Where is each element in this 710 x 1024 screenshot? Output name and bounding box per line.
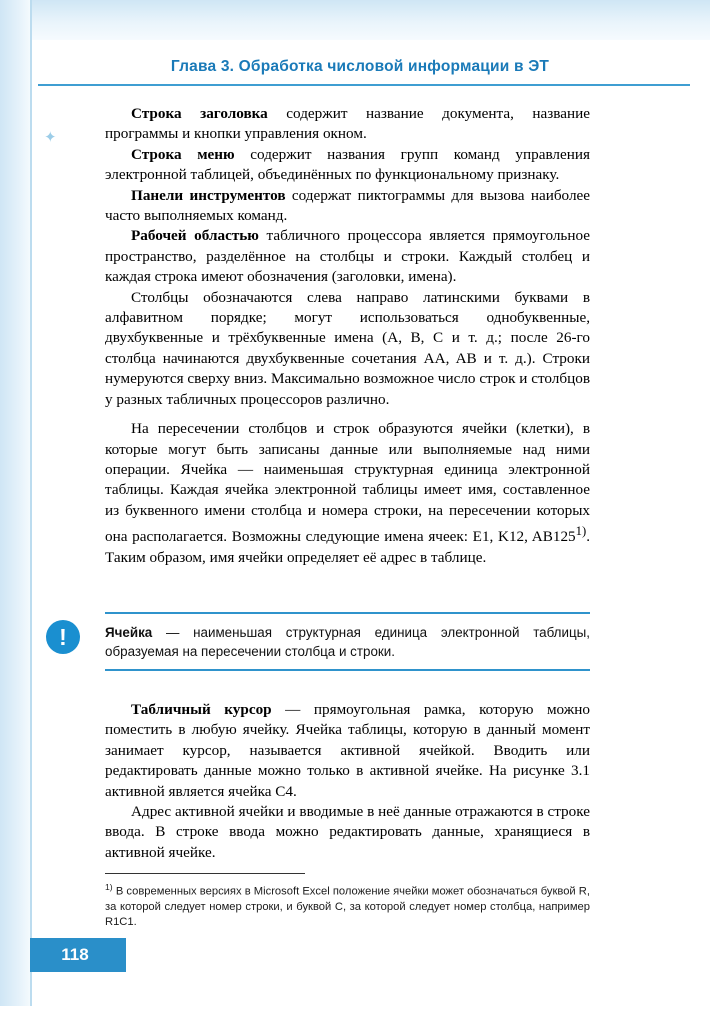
paragraph-table-cursor	[105, 700, 590, 802]
attention-icon: !	[46, 620, 80, 654]
term-menu-bar: Строка меню	[131, 145, 235, 163]
callout-body	[105, 614, 590, 669]
paragraph-title-bar	[105, 104, 590, 145]
footnote-ref: 1)	[575, 524, 587, 539]
page-title: Глава 3. Обработка числовой информации в ЭТ	[170, 58, 550, 75]
header-divider	[38, 84, 690, 86]
paragraph-toolbars	[105, 186, 590, 227]
paragraph-toolbars-text: содержат пиктограммы для вызова наиболее часто выполняемых команд.	[105, 186, 591, 225]
left-decorative-strip	[0, 0, 30, 1024]
secondary-text-block	[105, 700, 590, 863]
paragraph-work-area-text: табличного процессора является прямоугольное пространство, разделённое на столбцы и строки. Каждый столбец и каждая строка имеют обозначения (заголовки, имена).	[105, 227, 590, 286]
callout-definition: — наименьшая структурная единица электронной таблицы, образуемая на пересечении столбца и строки.	[105, 625, 590, 659]
paragraph-table-cursor-text: — прямоугольная рамка, которую можно поместить в любую ячейку. Ячейка таблицы, которую в данный момент занимает курсор, называется активной ячейкой. Вводить или редактировать данные можно только в активной ячейке. На рисунке 3.1 активной является ячейка C4.	[105, 701, 590, 800]
paragraph-cells	[105, 419, 590, 568]
definition-callout	[105, 612, 590, 671]
term-title-bar: Строка заголовка	[131, 105, 268, 122]
top-decorative-band	[0, 0, 710, 40]
term-toolbars: Панели инструментов	[131, 186, 286, 204]
paragraph-title-bar-text: содержит название документа, название программы и кнопки управления окном.	[105, 105, 590, 143]
main-text-block	[105, 104, 590, 568]
footnote-text: В современных версиях в Microsoft Excel положение ячейки может обозначаться буквой R, за которой следует номер строки, и буквой C, за которой следует номер столбца, например R1C1.	[105, 885, 590, 928]
footnote	[105, 880, 590, 930]
term-table-cursor: Табличный курсор	[131, 701, 272, 718]
page-number: 118	[61, 945, 89, 964]
paragraph-active-cell-text: Адрес активной ячейки и вводимые в неё данные отражаются в строке ввода. В строке ввода можно редактировать данные, хранящиеся в активной ячейке.	[105, 803, 590, 861]
callout-bottom-rule	[105, 669, 590, 671]
bottom-margin	[0, 1006, 710, 1024]
paragraph-menu-bar-text: содержит названия групп команд управления электронной таблицей, объединённых по функциональному признаку.	[105, 145, 590, 184]
paragraph-columns	[105, 288, 590, 410]
paragraph-cells-tail: . Таким образом, имя ячейки определяет её адрес в таблице.	[105, 528, 590, 566]
page-number-badge	[30, 938, 126, 972]
left-rule	[30, 0, 32, 1024]
footnote-marker: 1)	[105, 882, 113, 892]
margin-mark: ✦	[44, 129, 57, 146]
paragraph-cells-text: На пересечении столбцов и строк образуются ячейки (клетки), в которые могут быть записаны данные или выполняемые над ними операции. Ячейка — наименьшая структурная единица электронной таблицы. Каждая ячейка электронной таблицы имеет имя, составленное из буквенного имени столбца и номера строки, на пересечении которых она располагается. Возможны следующие имена ячеек: E1, K12, AB125	[105, 420, 590, 546]
term-work-area: Рабочей областью	[131, 227, 259, 245]
paragraph-active-cell	[105, 802, 590, 863]
paragraph-menu-bar	[105, 145, 590, 186]
footnote-divider	[105, 873, 305, 874]
callout-term: Ячейка	[105, 625, 153, 640]
paragraph-columns-text: Столбцы обозначаются слева направо латинскими буквами в алфавитном порядке; могут использоваться однобуквенные, двухбуквенные и трёхбуквенные имена (A, B, C и т. д.; после 26-го столбца начинаются двухбуквенные сочетания AA, AB и т. д.). Строки нумеруются сверху вниз. Максимально возможное число строк и столбцов у разных табличных процессоров различно.	[105, 288, 590, 408]
paragraph-work-area	[105, 226, 590, 287]
